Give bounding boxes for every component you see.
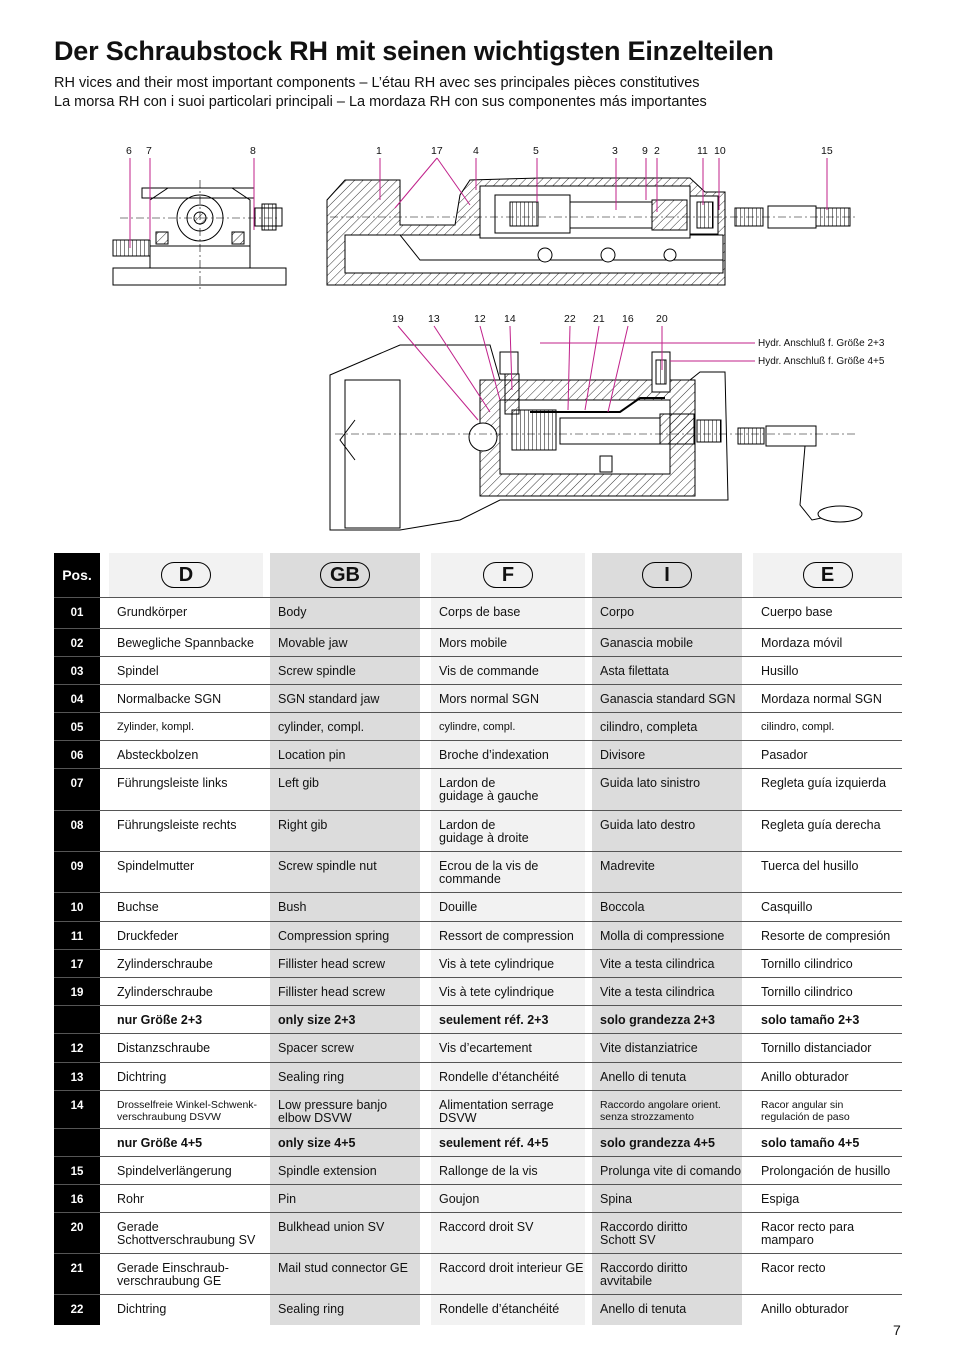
- f-cell: Goujon: [431, 1185, 585, 1212]
- e-cell: Resorte de compresión: [753, 922, 902, 949]
- i-cell: Anello di tenuta: [592, 1063, 742, 1090]
- i-cell: solo grandezza 4+5: [592, 1129, 742, 1156]
- lang-badge-d: D: [161, 562, 211, 588]
- f-cell: Lardon de guidage à gauche: [431, 769, 585, 810]
- gb-cell: Movable jaw: [270, 629, 420, 656]
- vice-technical-drawing: [0, 0, 954, 540]
- e-cell: solo tamaño 4+5: [753, 1129, 902, 1156]
- pos-cell: 17: [54, 950, 100, 977]
- pos-cell: 09: [54, 852, 100, 892]
- callout-8: 8: [250, 145, 256, 157]
- pos-cell: 20: [54, 1213, 100, 1253]
- e-cell: Tornillo cilindrico: [753, 978, 902, 1005]
- table-row: [54, 1090, 902, 1128]
- gb-cell: Sealing ring: [270, 1295, 420, 1325]
- e-cell: Mordaza normal SGN: [753, 685, 902, 712]
- callout-3: 3: [612, 145, 618, 157]
- pos-cell: 14: [54, 1091, 100, 1128]
- f-cell: Mors normal SGN: [431, 685, 585, 712]
- lang-badge-e: E: [803, 562, 853, 588]
- lang-badge-f: F: [483, 562, 533, 588]
- i-cell: Raccordo angolare orient. senza strozzamento: [592, 1091, 742, 1128]
- gb-cell: Bush: [270, 893, 420, 921]
- gb-cell: Body: [270, 598, 420, 628]
- e-cell: Regleta guía izquierda: [753, 769, 902, 810]
- f-cell: Ressort de compression: [431, 922, 585, 949]
- table-row: [54, 1128, 902, 1156]
- table-row: [54, 712, 902, 740]
- d-cell: Dichtring: [109, 1063, 263, 1090]
- pos-header: Pos.: [54, 553, 100, 597]
- gb-cell: Screw spindle nut: [270, 852, 420, 892]
- e-cell: Regleta guía derecha: [753, 811, 902, 851]
- gb-cell: Fillister head screw: [270, 950, 420, 977]
- gb-cell: Left gib: [270, 769, 420, 810]
- e-cell: Casquillo: [753, 893, 902, 921]
- pos-cell: [54, 1129, 100, 1156]
- table-row: [54, 1184, 902, 1212]
- i-cell: Madrevite: [592, 852, 742, 892]
- pos-cell: 03: [54, 657, 100, 684]
- parts-table: [54, 553, 902, 1325]
- pos-cell: 02: [54, 629, 100, 656]
- i-cell: Vite a testa cilindrica: [592, 978, 742, 1005]
- lang-badge-i: I: [642, 562, 692, 588]
- gb-cell: Fillister head screw: [270, 978, 420, 1005]
- f-cell: Vis à tete cylindrique: [431, 950, 585, 977]
- gb-cell: Compression spring: [270, 922, 420, 949]
- callout-15: 15: [821, 145, 833, 157]
- lang-header-i: [592, 553, 742, 597]
- table-row: [54, 892, 902, 921]
- i-cell: Raccordo diritto avvitabile: [592, 1254, 742, 1294]
- callout-4: 4: [473, 145, 479, 157]
- lang-header-gb: [270, 553, 420, 597]
- table-row: [54, 1212, 902, 1253]
- d-cell: Druckfeder: [109, 922, 263, 949]
- i-cell: cilindro, completa: [592, 713, 742, 740]
- d-cell: Normalbacke SGN: [109, 685, 263, 712]
- f-cell: Lardon de guidage à droite: [431, 811, 585, 851]
- table-body: [54, 597, 902, 1325]
- f-cell: Mors mobile: [431, 629, 585, 656]
- d-cell: Gerade Schottverschraubung SV: [109, 1213, 263, 1253]
- callout-11: 11: [697, 145, 708, 157]
- i-cell: solo grandezza 2+3: [592, 1006, 742, 1033]
- gb-cell: Low pressure banjo elbow DSVW: [270, 1091, 420, 1128]
- gb-cell: Location pin: [270, 741, 420, 768]
- e-cell: Tornillo cilindrico: [753, 950, 902, 977]
- gb-cell: Spacer screw: [270, 1034, 420, 1062]
- gb-cell: cylinder, compl.: [270, 713, 420, 740]
- gb-cell: Mail stud connector GE: [270, 1254, 420, 1294]
- d-cell: Absteckbolzen: [109, 741, 263, 768]
- pos-cell: 22: [54, 1295, 100, 1325]
- table-row: [54, 740, 902, 768]
- table-row: [54, 851, 902, 892]
- e-cell: Mordaza móvil: [753, 629, 902, 656]
- d-cell: Distanzschraube: [109, 1034, 263, 1062]
- callout-2: 2: [654, 145, 660, 157]
- i-cell: Boccola: [592, 893, 742, 921]
- i-cell: Divisore: [592, 741, 742, 768]
- callout-21: 21: [593, 313, 605, 325]
- callout-1: 1: [376, 145, 382, 157]
- i-cell: Asta filettata: [592, 657, 742, 684]
- gb-cell: Bulkhead union SV: [270, 1213, 420, 1253]
- subtitle-en-fr: RH vices and their most important components – L’étau RH avec ses principales pièces constitutives: [54, 75, 700, 91]
- e-cell: Racor recto: [753, 1254, 902, 1294]
- i-cell: Ganascia mobile: [592, 629, 742, 656]
- table-row: [54, 768, 902, 810]
- callout-6: 6: [126, 145, 132, 157]
- callout-7: 7: [146, 145, 152, 157]
- gb-cell: Screw spindle: [270, 657, 420, 684]
- f-cell: Vis de commande: [431, 657, 585, 684]
- d-cell: Führungsleiste rechts: [109, 811, 263, 851]
- d-cell: Spindelmutter: [109, 852, 263, 892]
- d-cell: nur Größe 4+5: [109, 1129, 263, 1156]
- callout-13: 13: [428, 313, 440, 325]
- bottom-section-view: [330, 345, 862, 530]
- table-header: [54, 553, 902, 597]
- callout-17: 17: [431, 145, 443, 157]
- i-cell: Vite distanziatrice: [592, 1034, 742, 1062]
- gb-cell: Right gib: [270, 811, 420, 851]
- d-cell: nur Größe 2+3: [109, 1006, 263, 1033]
- e-cell: Racor recto para mamparo: [753, 1213, 902, 1253]
- e-cell: Anillo obturador: [753, 1063, 902, 1090]
- callout-5: 5: [533, 145, 539, 157]
- d-cell: Zylinderschraube: [109, 950, 263, 977]
- i-cell: Guida lato destro: [592, 811, 742, 851]
- f-cell: Raccord droit SV: [431, 1213, 585, 1253]
- e-cell: Cuerpo base: [753, 598, 902, 628]
- i-cell: Vite a testa cilindrica: [592, 950, 742, 977]
- gb-cell: Sealing ring: [270, 1063, 420, 1090]
- table-row: [54, 1294, 902, 1325]
- gb-cell: Spindle extension: [270, 1157, 420, 1184]
- f-cell: Douille: [431, 893, 585, 921]
- e-cell: Racor angular sin regulación de paso: [753, 1091, 902, 1128]
- i-cell: Guida lato sinistro: [592, 769, 742, 810]
- hydraulic-note-size-2-3: Hydr. Anschluß f. Größe 2+3: [758, 338, 885, 349]
- i-cell: Molla di compressione: [592, 922, 742, 949]
- table-row: [54, 1033, 902, 1062]
- gb-cell: only size 4+5: [270, 1129, 420, 1156]
- f-cell: Vis d’ecartement: [431, 1034, 585, 1062]
- callout-19: 19: [392, 313, 404, 325]
- pos-cell: 15: [54, 1157, 100, 1184]
- d-cell: Drosselfreie Winkel-Schwenk- verschraubung DSVW: [109, 1091, 263, 1128]
- f-cell: Rondelle d’étanchéité: [431, 1295, 585, 1325]
- d-cell: Rohr: [109, 1185, 263, 1212]
- pos-cell: 13: [54, 1063, 100, 1090]
- pos-cell: 21: [54, 1254, 100, 1294]
- lang-badge-gb: GB: [320, 562, 370, 588]
- f-cell: Rondelle d’étanchéité: [431, 1063, 585, 1090]
- table-row: [54, 656, 902, 684]
- lang-header-e: [753, 553, 902, 597]
- f-cell: seulement réf. 2+3: [431, 1006, 585, 1033]
- pos-cell: [54, 1006, 100, 1033]
- d-cell: Dichtring: [109, 1295, 263, 1325]
- d-cell: Buchse: [109, 893, 263, 921]
- pos-cell: 04: [54, 685, 100, 712]
- d-cell: Führungsleiste links: [109, 769, 263, 810]
- lang-header-d: [109, 553, 263, 597]
- f-cell: Broche d’indexation: [431, 741, 585, 768]
- callout-12: 12: [474, 313, 486, 325]
- e-cell: solo tamaño 2+3: [753, 1006, 902, 1033]
- end-view: [113, 180, 286, 292]
- f-cell: Vis à tete cylindrique: [431, 978, 585, 1005]
- table-row: [54, 597, 902, 628]
- f-cell: Ecrou de la vis de commande: [431, 852, 585, 892]
- pos-cell: 16: [54, 1185, 100, 1212]
- e-cell: Husillo: [753, 657, 902, 684]
- pos-cell: 08: [54, 811, 100, 851]
- gb-cell: only size 2+3: [270, 1006, 420, 1033]
- gb-cell: SGN standard jaw: [270, 685, 420, 712]
- pos-cell: 07: [54, 769, 100, 810]
- f-cell: cylindre, compl.: [431, 713, 585, 740]
- pos-cell: 19: [54, 978, 100, 1005]
- table-row: [54, 921, 902, 949]
- e-cell: Pasador: [753, 741, 902, 768]
- callout-20: 20: [656, 313, 668, 325]
- i-cell: Anello di tenuta: [592, 1295, 742, 1325]
- f-cell: Alimentation serrage DSVW: [431, 1091, 585, 1128]
- e-cell: cilindro, compl.: [753, 713, 902, 740]
- table-row: [54, 1062, 902, 1090]
- subtitle-it-es: La morsa RH con i suoi particolari principali – La mordaza RH con sus componentes más importantes: [54, 94, 707, 110]
- d-cell: Spindelverlängerung: [109, 1157, 263, 1184]
- pos-cell: 12: [54, 1034, 100, 1062]
- d-cell: Zylinder, kompl.: [109, 713, 263, 740]
- pos-cell: 10: [54, 893, 100, 921]
- e-cell: Anillo obturador: [753, 1295, 902, 1325]
- i-cell: Ganascia standard SGN: [592, 685, 742, 712]
- page-title: Der Schraubstock RH mit seinen wichtigsten Einzelteilen: [54, 36, 774, 66]
- callout-9: 9: [642, 145, 648, 157]
- e-cell: Tuerca del husillo: [753, 852, 902, 892]
- table-row: [54, 1253, 902, 1294]
- d-cell: Zylinderschraube: [109, 978, 263, 1005]
- gb-cell: Pin: [270, 1185, 420, 1212]
- i-cell: Spina: [592, 1185, 742, 1212]
- f-cell: Raccord droit interieur GE: [431, 1254, 585, 1294]
- page-number: 7: [893, 1322, 901, 1338]
- d-cell: Gerade Einschraub- verschraubung GE: [109, 1254, 263, 1294]
- f-cell: seulement réf. 4+5: [431, 1129, 585, 1156]
- e-cell: Espiga: [753, 1185, 902, 1212]
- i-cell: Raccordo diritto Schott SV: [592, 1213, 742, 1253]
- table-row: [54, 810, 902, 851]
- table-row: [54, 684, 902, 712]
- table-row: [54, 628, 902, 656]
- f-cell: Corps de base: [431, 598, 585, 628]
- callout-22: 22: [564, 313, 576, 325]
- i-cell: Corpo: [592, 598, 742, 628]
- table-row: [54, 1156, 902, 1184]
- pos-cell: 11: [54, 922, 100, 949]
- hydraulic-note-size-4-5: Hydr. Anschluß f. Größe 4+5: [758, 356, 885, 367]
- table-row: [54, 949, 902, 977]
- d-cell: Grundkörper: [109, 598, 263, 628]
- f-cell: Rallonge de la vis: [431, 1157, 585, 1184]
- lang-header-f: [431, 553, 585, 597]
- callout-10: 10: [714, 145, 726, 157]
- d-cell: Spindel: [109, 657, 263, 684]
- pos-cell: 05: [54, 713, 100, 740]
- callout-14: 14: [504, 313, 516, 325]
- callout-16: 16: [622, 313, 634, 325]
- pos-cell: 01: [54, 598, 100, 628]
- pos-cell: 06: [54, 741, 100, 768]
- table-row: [54, 1005, 902, 1033]
- table-row: [54, 977, 902, 1005]
- d-cell: Bewegliche Spannbacke: [109, 629, 263, 656]
- e-cell: Tornillo distanciador: [753, 1034, 902, 1062]
- e-cell: Prolongación de husillo: [753, 1157, 902, 1184]
- i-cell: Prolunga vite di comando: [592, 1157, 742, 1184]
